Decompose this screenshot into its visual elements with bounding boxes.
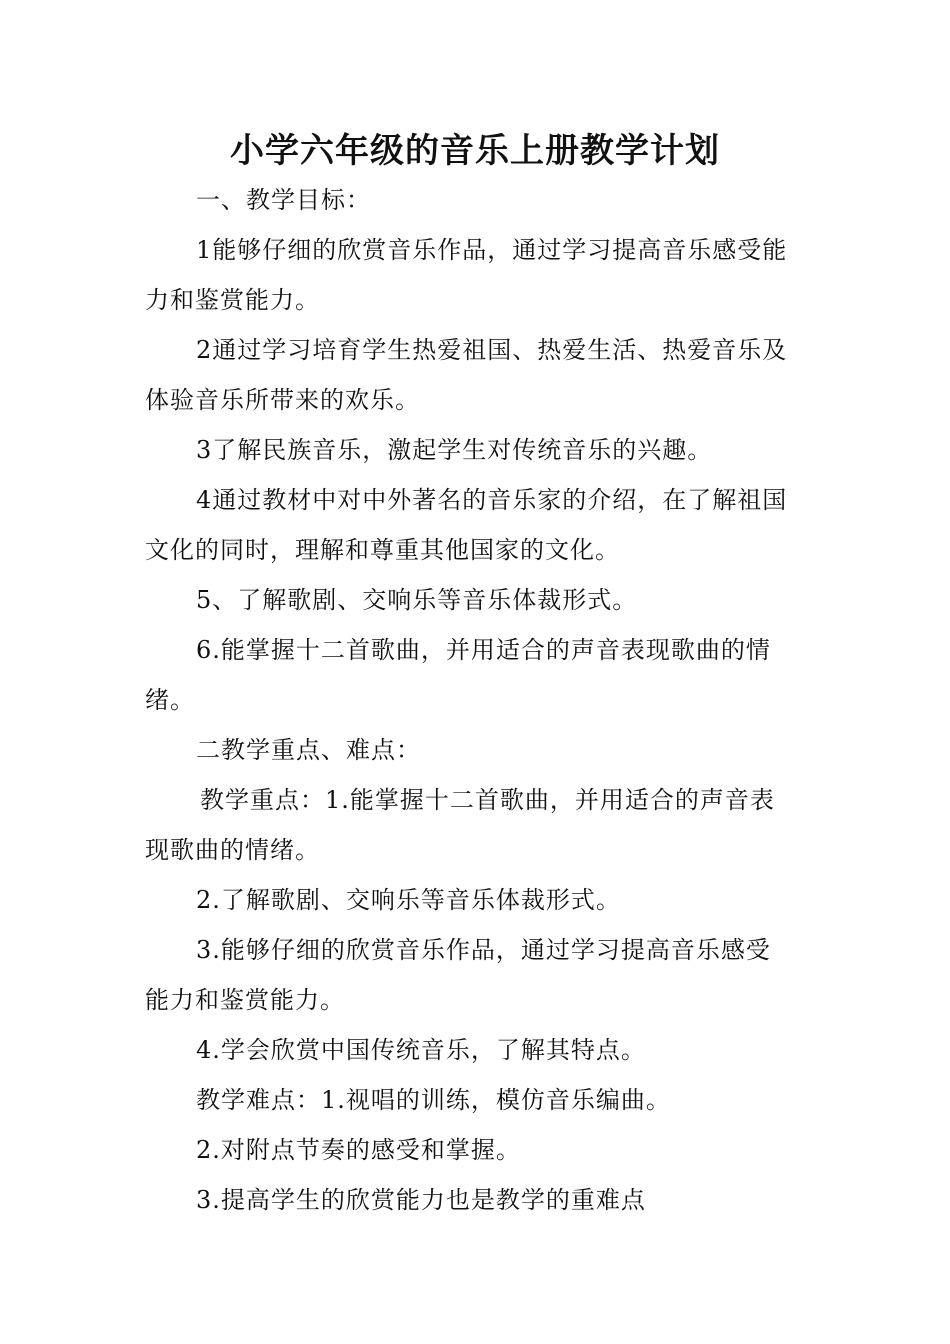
- paragraph-line: 体验音乐所带来的欢乐。: [145, 386, 420, 414]
- paragraph-line: 2.了解歌剧、交响乐等音乐体裁形式。: [196, 886, 621, 914]
- paragraph-line: 文化的同时，理解和尊重其他国家的文化。: [145, 536, 620, 564]
- section-heading-objectives: 一、教学目标：: [196, 186, 371, 214]
- paragraph-line: 教学难点：1.视唱的训练，模仿音乐编曲。: [196, 1086, 671, 1114]
- paragraph-line: 4通过教材中对中外著名的音乐家的介绍，在了解祖国: [196, 486, 788, 514]
- paragraph-line: 1能够仔细的欣赏音乐作品，通过学习提高音乐感受能: [196, 236, 788, 264]
- paragraph-line: 教学重点：1.能掌握十二首歌曲，并用适合的声音表: [200, 786, 775, 814]
- paragraph-line: 3了解民族音乐，激起学生对传统音乐的兴趣。: [196, 436, 713, 464]
- paragraph-line: 3.提高学生的欣赏能力也是教学的重难点: [196, 1186, 646, 1214]
- paragraph-line: 力和鉴赏能力。: [145, 286, 320, 314]
- section-heading-key-points: 二教学重点、难点：: [196, 736, 421, 764]
- paragraph-line: 3.能够仔细的欣赏音乐作品，通过学习提高音乐感受: [196, 936, 771, 964]
- paragraph-line: 5、了解歌剧、交响乐等音乐体裁形式。: [196, 586, 638, 614]
- paragraph-line: 2.对附点节奏的感受和掌握。: [196, 1136, 521, 1164]
- paragraph-line: 能力和鉴赏能力。: [145, 986, 345, 1014]
- paragraph-line: 现歌曲的情绪。: [145, 836, 320, 864]
- paragraph-line: 6.能掌握十二首歌曲，并用适合的声音表现歌曲的情: [196, 636, 771, 664]
- document-title: 小学六年级的音乐上册教学计划: [230, 131, 720, 171]
- paragraph-line: 2通过学习培育学生热爱祖国、热爱生活、热爱音乐及: [196, 336, 788, 364]
- paragraph-line: 绪。: [145, 686, 195, 714]
- paragraph-line: 4.学会欣赏中国传统音乐，了解其特点。: [196, 1036, 646, 1064]
